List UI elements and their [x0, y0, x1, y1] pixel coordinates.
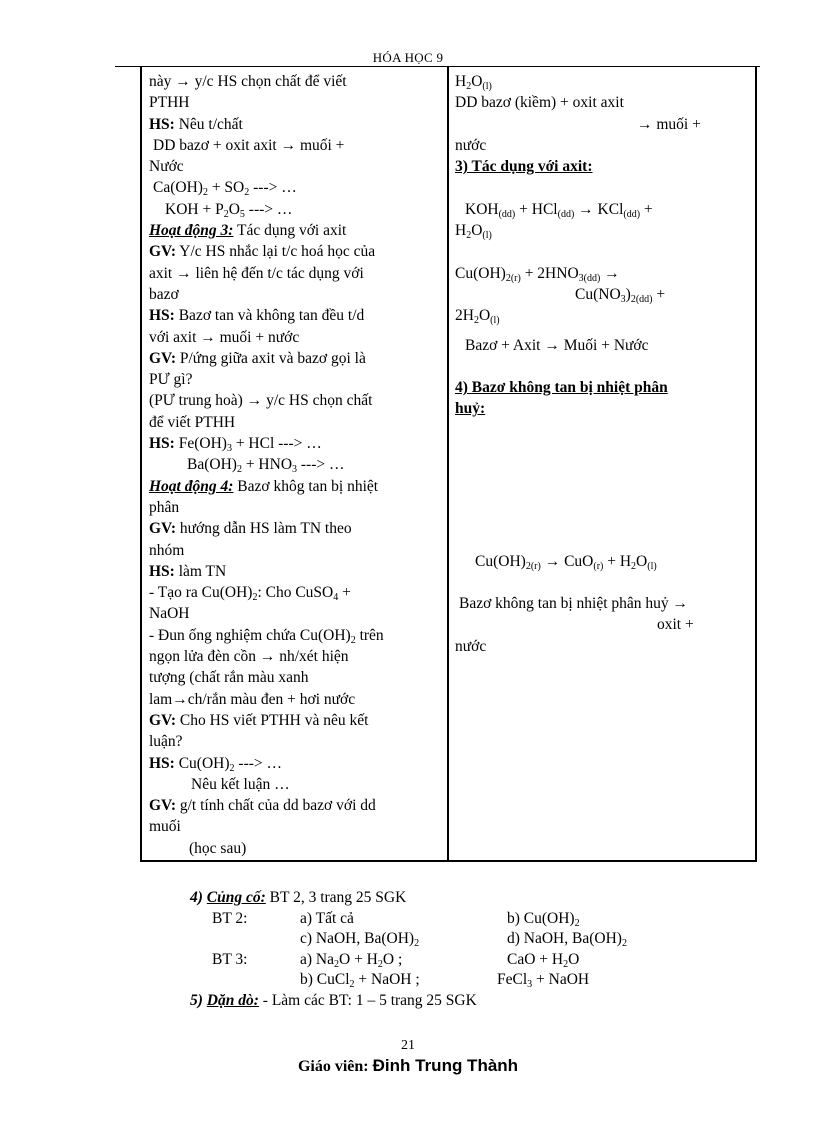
left-line: NaOH	[149, 605, 190, 623]
left-line: GV: Cho HS viết PTHH và nêu kết	[149, 711, 369, 729]
right-line: Bazơ không tan bị nhiệt phân huỷ →	[459, 595, 689, 613]
teacher-credit: Giáo viên: Đinh Trung Thành	[297, 1056, 519, 1075]
left-line: GV: hướng dẫn HS làm TN theo	[149, 520, 352, 538]
left-line: - Đun ống nghiệm chứa $Cu(OH)_2$ trên	[149, 626, 384, 646]
left-line: Nêu kết luận …	[191, 775, 290, 793]
left-line: để viết PTHH	[149, 413, 236, 431]
right-line: → muối +	[637, 115, 701, 133]
right-line: DD bazơ (kiềm) + oxit axit	[455, 94, 624, 112]
left-line: HS: Nêu t/chất	[149, 115, 243, 133]
bt3-row: b) CuCl$_2$ + NaOH ; FeCl$_3$ + NaOH	[300, 971, 590, 990]
right-line: $2H_2O_{(l)}$	[455, 307, 500, 327]
left-line: Nước	[149, 158, 184, 176]
left-line: muối	[149, 818, 181, 836]
left-line: PTHH	[149, 94, 190, 112]
lesson-table	[140, 67, 757, 862]
section-heading: 4) Bazơ không tan bị nhiệt phân	[455, 379, 668, 397]
left-line: DD bazơ + oxit axit → muối +	[153, 136, 345, 154]
left-line: ngọn lửa đèn cồn → nh/xét hiện	[149, 648, 349, 666]
activity-heading: Hoạt động 4: Bazơ khôg tan bị nhiệt	[149, 477, 379, 495]
left-line: phân	[149, 498, 180, 516]
left-line: $Ba(OH)_2 + HNO_3$ ---> …	[187, 456, 345, 476]
right-line: $Cu(OH)_{2(r)} + 2HNO_{3(dd)}$ →	[455, 264, 620, 284]
left-line: luận?	[149, 733, 183, 751]
section-heading: 3) Tác dụng với axit:	[455, 158, 593, 176]
section-heading: huỷ:	[455, 400, 486, 418]
right-line: $Cu(OH)_{2(r)} \to CuO_{(r)} + H_2O_{(l)}$	[475, 552, 657, 572]
left-line: tượng (chất rắn màu xanh	[149, 669, 309, 687]
activity-heading: Hoạt động 3: Tác dụng với axit	[149, 222, 347, 240]
page-header: HÓA HỌC 9	[372, 50, 444, 65]
left-line: HS: Bazơ tan và không tan đều t/d	[149, 307, 365, 325]
content-column	[455, 71, 753, 657]
right-line: $H_2O_{(l)}$	[455, 222, 492, 242]
left-line: lam→ch/rắn màu đen + hơi nước	[149, 690, 356, 708]
left-line: (học sau)	[189, 839, 247, 857]
left-line: bazơ	[149, 285, 179, 303]
left-line: (PƯ trung hoà) → y/c HS chọn chất	[149, 392, 373, 410]
left-line: $Ca(OH)_2 + SO_2$ ---> …	[153, 179, 297, 199]
left-line: với axit → muối + nước	[149, 328, 300, 346]
consolidation-section	[190, 888, 627, 1011]
right-line: nước	[455, 136, 487, 154]
right-line: $KOH_{(dd)} + HCl_{(dd)} \to KCl_{(dd)}$ +	[465, 200, 653, 220]
consolidation-heading: 4) Củng cố: BT 2, 3 trang 25 SGK	[190, 889, 407, 906]
right-line: $Cu(NO_3)_{2(dd)}$ +	[575, 285, 666, 305]
left-line: HS: $Fe(OH)_3$ + HCl ---> …	[149, 435, 322, 455]
teacher-student-activity-column	[149, 71, 442, 859]
left-line: GV: Y/c HS nhắc lại t/c hoá học của	[149, 243, 376, 261]
column-divider	[447, 67, 449, 860]
left-line: - Tạo ra $Cu(OH)_2$: Cho CuSO$_4$ +	[149, 584, 351, 604]
left-line: GV: g/t tính chất của dd bazơ với dd	[149, 797, 376, 815]
page-number: 21	[401, 1038, 415, 1053]
left-line: PƯ gì?	[149, 371, 193, 389]
bt2-row: c) NaOH, $Ba(OH)_2$ d) NaOH, $Ba(OH)_2$	[300, 930, 627, 949]
homework-heading: 5) Dặn dò: - Làm các BT: 1 – 5 trang 25 SGK	[190, 991, 477, 1009]
left-line: axit → liên hệ đến t/c tác dụng với	[149, 264, 364, 282]
left-line: nhóm	[149, 541, 185, 559]
summary-line: Bazơ + Axit → Muối + Nước	[465, 336, 649, 354]
left-line: này → y/c HS chọn chất để viết	[149, 73, 347, 90]
left-line: HS: làm TN	[149, 562, 227, 580]
left-line: KOH + $P_2O_5$ ---> …	[165, 200, 293, 220]
bt3-row: BT 3: a) $Na_2O + H_2O$ ; CaO + $H_2O$	[212, 950, 580, 970]
right-line: $H_2O_{(l)}$	[455, 73, 492, 92]
right-line: oxit +	[657, 616, 694, 634]
right-line: nước	[455, 637, 487, 655]
left-line: GV: P/ứng giữa axit và bazơ gọi là	[149, 349, 366, 367]
bt2-row: BT 2: a) Tất cả b) $Cu(OH)_2$	[212, 909, 580, 929]
left-line: HS: $Cu(OH)_2$ ---> …	[149, 754, 283, 774]
